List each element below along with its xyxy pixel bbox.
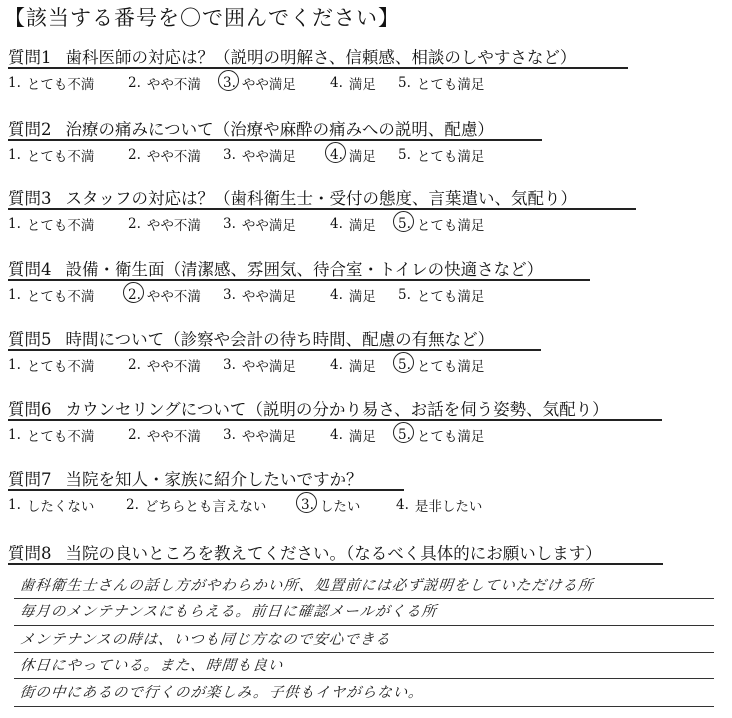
- rating-option[interactable]: [128, 145, 201, 165]
- option-number: 1.: [8, 75, 21, 91]
- question-text: 設備・衛生面（清潔感、雰囲気、待合室・トイレの快適さなど）: [65, 260, 544, 279]
- option-number: 1.: [8, 357, 21, 373]
- option-label: とても満足: [416, 218, 485, 234]
- option-number: 2.: [126, 497, 139, 513]
- option-number: 2.: [128, 75, 141, 91]
- option-label: とても不満: [26, 218, 95, 234]
- rating-option[interactable]: [330, 355, 376, 375]
- question-underline: [8, 489, 404, 491]
- question-6: [8, 396, 609, 443]
- question-3-title: [8, 185, 577, 209]
- question-label: 質問3: [8, 189, 52, 208]
- option-label: やや不満: [146, 359, 201, 375]
- question-8-underline: [8, 563, 663, 565]
- question-text: 当院を知人・家族に紹介したいですか？: [65, 470, 363, 489]
- option-number: 3.: [223, 147, 236, 163]
- question-1: [8, 44, 576, 91]
- rating-option[interactable]: [223, 355, 296, 375]
- rating-option[interactable]: [223, 425, 296, 445]
- rating-option[interactable]: [128, 285, 201, 305]
- option-number: 1.: [8, 287, 21, 303]
- question-label: 質問2: [8, 120, 52, 139]
- rating-option[interactable]: [126, 495, 266, 515]
- option-label: やや満足: [241, 149, 296, 165]
- option-number: 5.: [398, 427, 411, 443]
- question-4: [8, 256, 543, 303]
- option-label: したくない: [26, 499, 95, 515]
- option-number: 2.: [128, 287, 141, 303]
- rating-option[interactable]: [223, 214, 296, 234]
- selected-circle-mark: [393, 352, 414, 373]
- question-label: 質問5: [8, 330, 52, 349]
- rating-option[interactable]: [330, 145, 376, 165]
- option-number: 4.: [330, 427, 343, 443]
- question-underline: [8, 349, 541, 351]
- selected-circle-mark: [296, 492, 317, 513]
- rating-option[interactable]: [398, 145, 484, 165]
- rating-option[interactable]: [8, 214, 94, 234]
- option-label: やや満足: [241, 289, 296, 305]
- option-number: 3.: [301, 497, 314, 513]
- rating-option[interactable]: [398, 425, 484, 445]
- answer-line: [14, 706, 714, 707]
- rating-option[interactable]: [8, 425, 94, 445]
- answer-line: [14, 625, 714, 626]
- question-6-title: [8, 396, 609, 420]
- question-label: 質問1: [8, 48, 52, 67]
- rating-option[interactable]: [8, 73, 94, 93]
- question-label: 質問6: [8, 400, 52, 419]
- option-label: やや満足: [241, 359, 296, 375]
- option-number: 5.: [398, 75, 411, 91]
- option-number: 3.: [223, 427, 236, 443]
- option-label: 満足: [348, 429, 376, 445]
- option-number: 5.: [398, 357, 411, 373]
- option-label: やや不満: [146, 77, 201, 93]
- option-label: やや不満: [146, 289, 201, 305]
- handwritten-answer: 街の中にあるので行くのが楽しみ。子供もイヤがらない。: [19, 685, 425, 701]
- handwritten-answer: 歯科衛生士さんの話し方がやわらかい所、処置前には必ず説明をしていただける所: [19, 578, 595, 594]
- rating-option[interactable]: [8, 145, 94, 165]
- option-label: とても不満: [26, 429, 95, 445]
- option-number: 3.: [223, 216, 236, 232]
- option-label: とても満足: [416, 429, 485, 445]
- option-number: 2.: [128, 147, 141, 163]
- selected-circle-mark: [393, 422, 414, 443]
- option-label: やや満足: [241, 218, 296, 234]
- question-8-label: 質問8: [8, 544, 52, 563]
- option-label: とても不満: [26, 149, 95, 165]
- question-8: [8, 540, 602, 564]
- question-7: [8, 466, 483, 515]
- option-number: 1.: [8, 147, 21, 163]
- option-label: やや不満: [146, 218, 201, 234]
- rating-option[interactable]: [223, 145, 296, 165]
- option-number: 5.: [398, 147, 411, 163]
- option-number: 1.: [8, 216, 21, 232]
- option-number: 3.: [223, 287, 236, 303]
- option-number: 2.: [128, 216, 141, 232]
- question-underline: [8, 208, 636, 210]
- option-label: とても不満: [26, 289, 95, 305]
- option-label: やや不満: [146, 149, 201, 165]
- selected-circle-mark: [123, 282, 144, 303]
- option-number: 4.: [396, 497, 409, 513]
- option-number: 4.: [330, 287, 343, 303]
- form-header: 【該当する番号を〇で囲んでください】: [4, 6, 400, 30]
- option-label: とても満足: [416, 77, 485, 93]
- option-label: やや不満: [146, 429, 201, 445]
- option-number: 4.: [330, 357, 343, 373]
- rating-option[interactable]: [128, 355, 201, 375]
- question-4-title: [8, 256, 543, 280]
- question-underline: [8, 279, 590, 281]
- option-number: 1.: [8, 427, 21, 443]
- question-1-title: [8, 44, 576, 68]
- question-text: 治療の痛みについて（治療や麻酔の痛みへの説明、配慮）: [65, 120, 494, 139]
- rating-option[interactable]: [128, 425, 201, 445]
- rating-option[interactable]: [8, 355, 94, 375]
- option-number: 3.: [223, 75, 236, 91]
- rating-option[interactable]: [398, 73, 484, 93]
- question-text: カウンセリングについて（説明の分かり易さ、お話を伺う姿勢、気配り）: [65, 400, 609, 419]
- option-number: 4.: [330, 147, 343, 163]
- question-underline: [8, 139, 542, 141]
- rating-option[interactable]: [330, 214, 376, 234]
- rating-options: [8, 355, 494, 373]
- rating-option[interactable]: [330, 73, 376, 93]
- answer-line: [14, 678, 714, 679]
- rating-option[interactable]: [330, 425, 376, 445]
- option-label: 満足: [348, 77, 376, 93]
- option-label: やや満足: [241, 77, 296, 93]
- rating-option[interactable]: [398, 355, 484, 375]
- option-number: 5.: [398, 216, 411, 232]
- option-number: 1.: [8, 497, 21, 513]
- handwritten-answer: 休日にやっている。また、時間も良い: [19, 658, 285, 674]
- question-8-text: 当院の良いところを教えてください。（なるべく具体的にお願いします）: [65, 544, 602, 563]
- rating-option[interactable]: [128, 73, 201, 93]
- rating-option[interactable]: [398, 285, 484, 305]
- selected-circle-mark: [393, 211, 414, 232]
- option-label: 満足: [348, 359, 376, 375]
- option-number: 2.: [128, 427, 141, 443]
- question-label: 質問7: [8, 470, 52, 489]
- rating-options: [8, 73, 576, 91]
- rating-option[interactable]: [8, 285, 94, 305]
- option-label: とても満足: [416, 149, 485, 165]
- question-text: スタッフの対応は？（歯科衛生士・受付の態度、言葉遣い、気配り）: [65, 189, 577, 208]
- option-label: 満足: [348, 149, 376, 165]
- option-label: とても不満: [26, 359, 95, 375]
- question-text: 歯科医師の対応は？（説明の明解さ、信頼感、相談のしやすさなど）: [65, 48, 577, 67]
- handwritten-answer: メンテナンスの時は、いつも同じ方なので安心できる: [19, 632, 392, 648]
- option-label: とても不満: [26, 77, 95, 93]
- question-underline: [8, 67, 628, 69]
- question-8-title: [8, 540, 602, 564]
- question-text: 時間について（診察や会計の待ち時間、配慮の有無など）: [65, 330, 495, 349]
- option-number: 3.: [223, 357, 236, 373]
- rating-option[interactable]: [8, 495, 94, 515]
- question-5: [8, 326, 494, 373]
- question-7-title: [8, 466, 363, 490]
- selected-circle-mark: [325, 142, 346, 163]
- option-label: 満足: [348, 218, 376, 234]
- question-3: [8, 185, 577, 232]
- option-number: 5.: [398, 287, 411, 303]
- rating-options: [8, 145, 494, 163]
- handwritten-answer: 毎月のメンテナンスにもらえる。前日に確認メールがくる所: [19, 604, 438, 620]
- rating-option[interactable]: [128, 214, 201, 234]
- question-5-title: [8, 326, 494, 350]
- rating-option[interactable]: [301, 495, 360, 515]
- option-number: 4.: [330, 75, 343, 91]
- option-label: したい: [319, 499, 361, 515]
- option-label: とても満足: [416, 289, 485, 305]
- question-2-title: [8, 116, 494, 140]
- rating-option[interactable]: [223, 73, 296, 93]
- rating-option[interactable]: [330, 285, 376, 305]
- question-label: 質問4: [8, 260, 52, 279]
- option-label: やや満足: [241, 429, 296, 445]
- question-2: [8, 116, 494, 163]
- rating-option[interactable]: [223, 285, 296, 305]
- option-label: どちらとも言えない: [144, 499, 267, 515]
- rating-options: [8, 285, 543, 303]
- option-number: 2.: [128, 357, 141, 373]
- option-label: 是非したい: [414, 499, 483, 515]
- rating-options: [8, 495, 483, 515]
- rating-options: [8, 425, 609, 443]
- selected-circle-mark: [218, 70, 239, 91]
- option-number: 4.: [330, 216, 343, 232]
- rating-option[interactable]: [396, 495, 482, 515]
- option-label: 満足: [348, 289, 376, 305]
- question-underline: [8, 419, 662, 421]
- option-label: とても満足: [416, 359, 485, 375]
- rating-options: [8, 214, 577, 232]
- rating-option[interactable]: [398, 214, 484, 234]
